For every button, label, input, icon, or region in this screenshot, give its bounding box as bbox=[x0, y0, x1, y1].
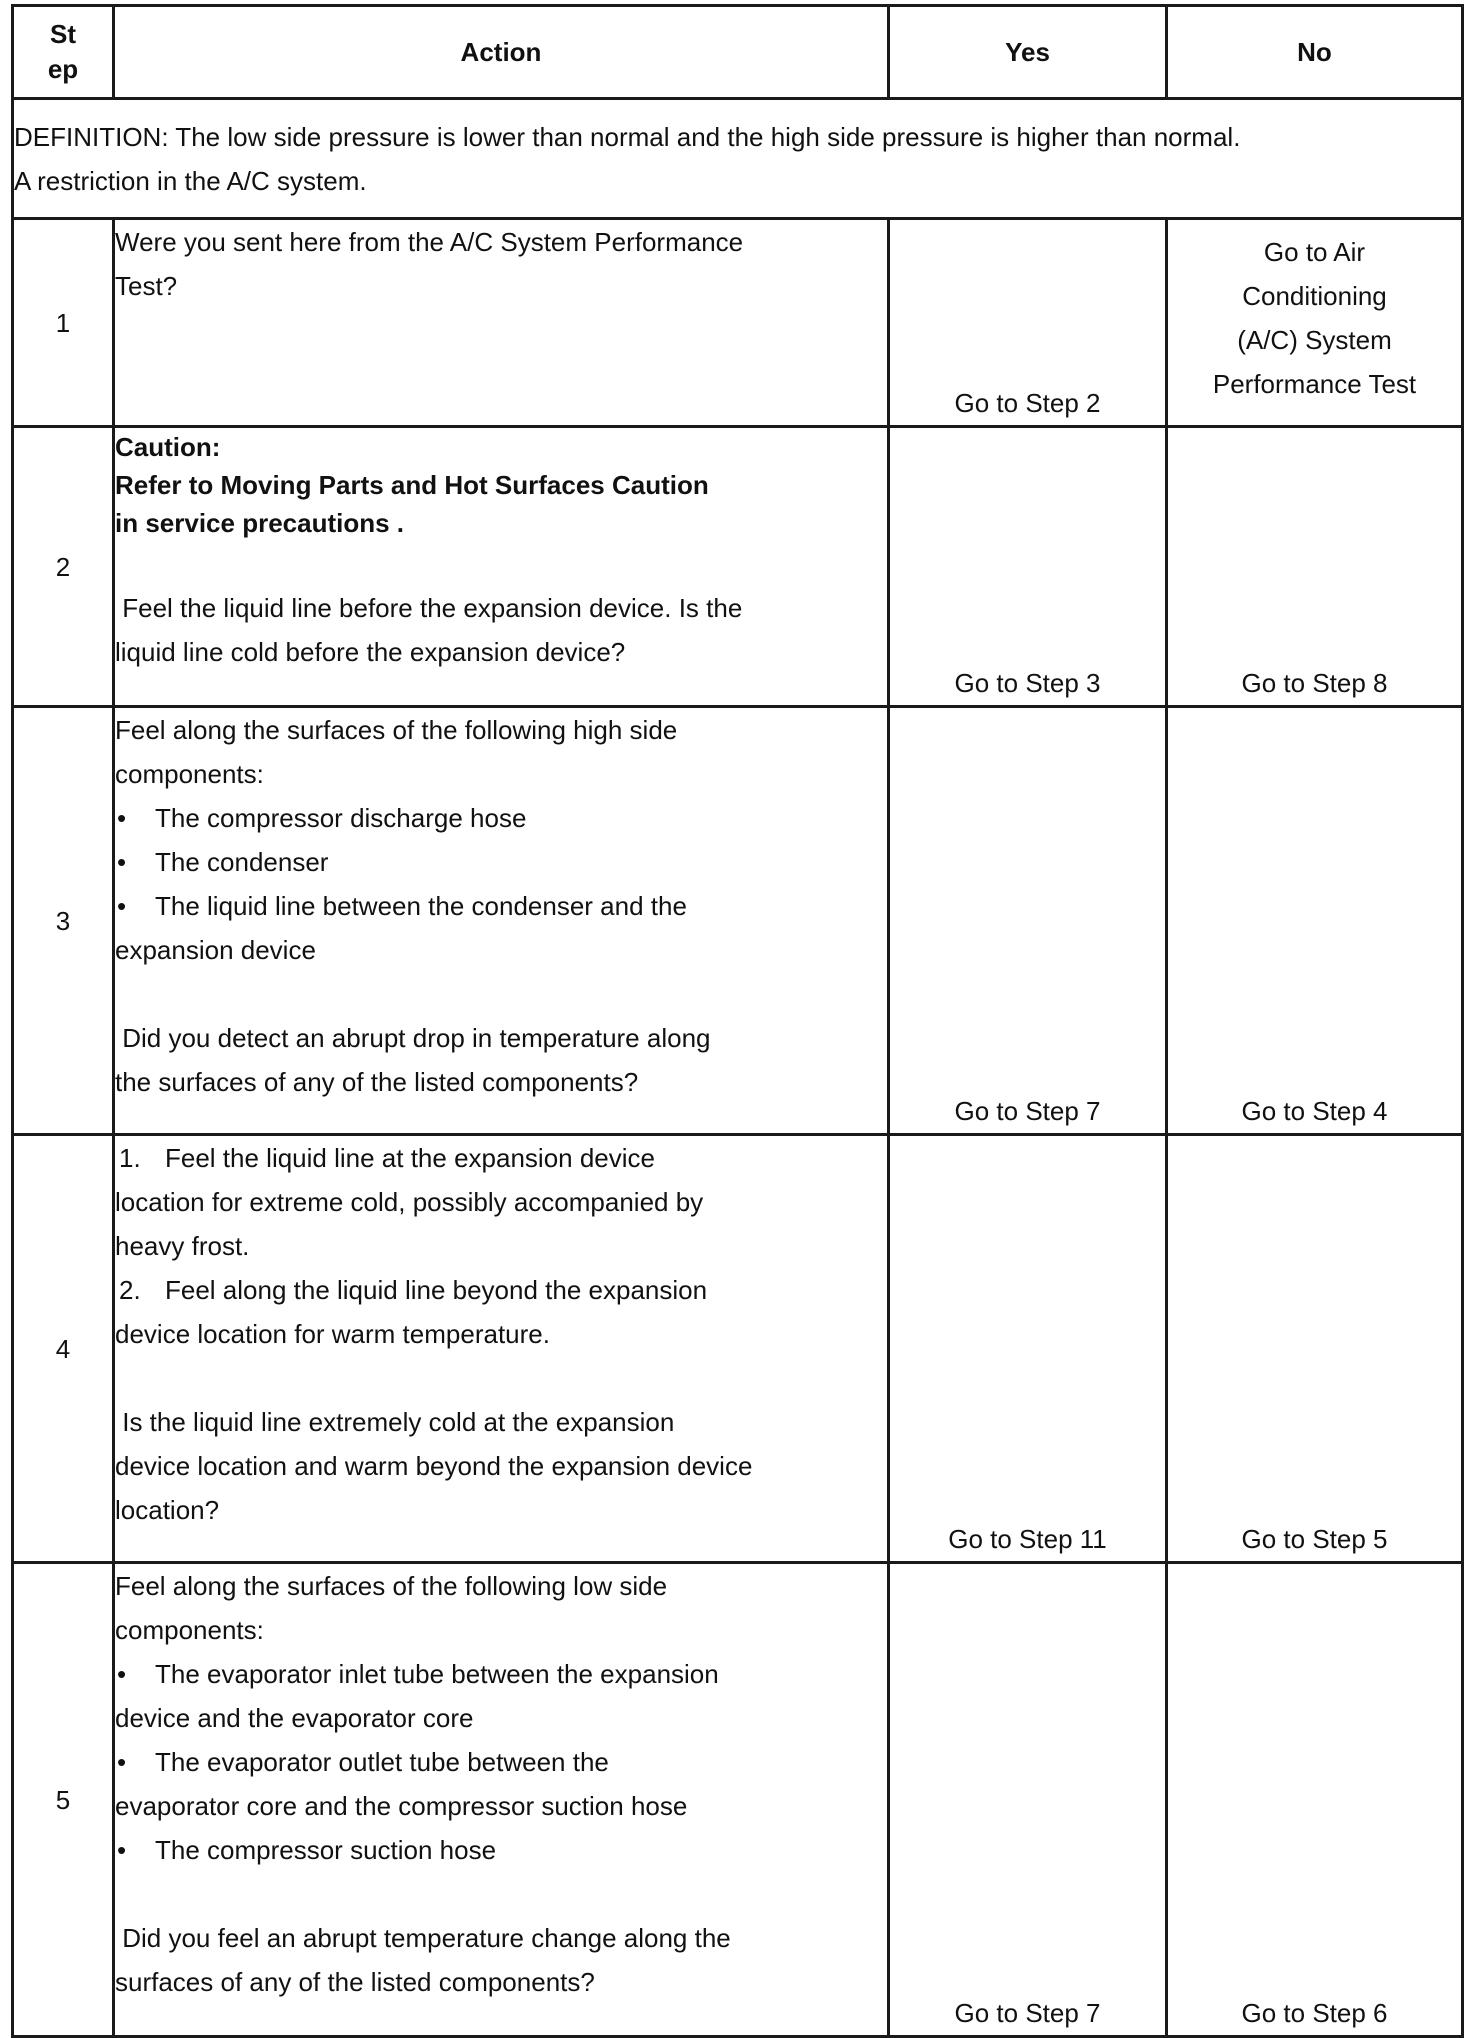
table-row-step-2 bbox=[13, 427, 1463, 707]
step-number: 1 bbox=[13, 219, 114, 427]
list-item: • The evaporator inlet tube between the expansion bbox=[115, 1652, 887, 1696]
yes-cell: Go to Step 7 bbox=[889, 1563, 1167, 2037]
header-action: Action bbox=[114, 6, 889, 99]
caution-note: Caution: Refer to Moving Parts and Hot Surfaces Caution in service precautions . bbox=[115, 432, 709, 538]
header-step: St ep bbox=[13, 6, 114, 99]
yes-cell: Go to Step 3 bbox=[889, 427, 1167, 707]
action-cell: Were you sent here from the A/C System Performance Test? bbox=[114, 219, 889, 427]
step-number: 2 bbox=[13, 427, 114, 707]
yes-cell: Go to Step 2 bbox=[889, 219, 1167, 427]
no-cell: Go to Step 4 bbox=[1167, 707, 1463, 1135]
list-item: • The condenser bbox=[115, 840, 887, 884]
header-yes: Yes bbox=[889, 6, 1167, 99]
bullet-icon: • bbox=[117, 847, 127, 877]
table-row-step-3 bbox=[13, 707, 1463, 1135]
diagnostic-table-page bbox=[11, 4, 1461, 2038]
no-cell: Go to Air Conditioning (A/C) System Performance Test bbox=[1167, 219, 1463, 427]
list-item: • The compressor discharge hose bbox=[115, 796, 887, 840]
step-number: 4 bbox=[13, 1135, 114, 1563]
action-cell: 1. Feel the liquid line at the expansion device location for extreme cold, possibly accompanied by heavy frost. 2. Feel along the liquid line beyond the expansion device location for warm temperature. Is the liquid line extremely cold at the expansion device location and warm beyond the expansion device location? bbox=[114, 1135, 889, 1563]
header-no: No bbox=[1167, 6, 1463, 99]
no-cell: Go to Step 8 bbox=[1167, 427, 1463, 707]
no-cell: Go to Step 5 bbox=[1167, 1135, 1463, 1563]
yes-cell: Go to Step 11 bbox=[889, 1135, 1167, 1563]
action-cell: Feel along the surfaces of the following high side components: • The compressor discharge hose • The condenser • The liquid line between the condenser and the expansion device Did you detect an abrupt drop in temperature along the surfaces of any of the listed components? bbox=[114, 707, 889, 1135]
action-cell: Feel along the surfaces of the following low side components: • The evaporator inlet tube between the expansion device and the evaporator core • The evaporator outlet tube between the evaporator core and the compressor suction hose • The compressor suction hose Did you feel an abrupt temperature change along the surfaces of any of the listed components? bbox=[114, 1563, 889, 2037]
table-header-row bbox=[13, 6, 1463, 99]
table-row-step-1 bbox=[13, 219, 1463, 427]
bullet-icon: • bbox=[117, 891, 127, 921]
definition-text: DEFINITION: The low side pressure is lower than normal and the high side pressure is higher than normal. A restriction in the A/C system. bbox=[13, 99, 1463, 219]
table-row-step-5 bbox=[13, 1563, 1463, 2037]
action-cell: Caution: Refer to Moving Parts and Hot Surfaces Caution in service precautions . Feel the liquid line before the expansion device. Is the liquid line cold before the expansion device? bbox=[114, 427, 889, 707]
definition-row bbox=[13, 99, 1463, 219]
table-row-step-4 bbox=[13, 1135, 1463, 1563]
no-cell: Go to Step 6 bbox=[1167, 1563, 1463, 2037]
bullet-icon: • bbox=[117, 1835, 127, 1865]
bullet-icon: • bbox=[117, 1747, 127, 1777]
yes-cell: Go to Step 7 bbox=[889, 707, 1167, 1135]
list-item: • The liquid line between the condenser and the bbox=[115, 884, 887, 928]
step-number: 5 bbox=[13, 1563, 114, 2037]
bullet-icon: • bbox=[117, 803, 127, 833]
list-item: • The compressor suction hose bbox=[115, 1828, 887, 1872]
diagnostic-table bbox=[11, 4, 1464, 2038]
list-item: 2. Feel along the liquid line beyond the expansion bbox=[119, 1275, 708, 1305]
step-number: 3 bbox=[13, 707, 114, 1135]
bullet-icon: • bbox=[117, 1659, 127, 1689]
list-item: 1. Feel the liquid line at the expansion device bbox=[119, 1143, 655, 1173]
list-item: • The evaporator outlet tube between the bbox=[115, 1740, 887, 1784]
